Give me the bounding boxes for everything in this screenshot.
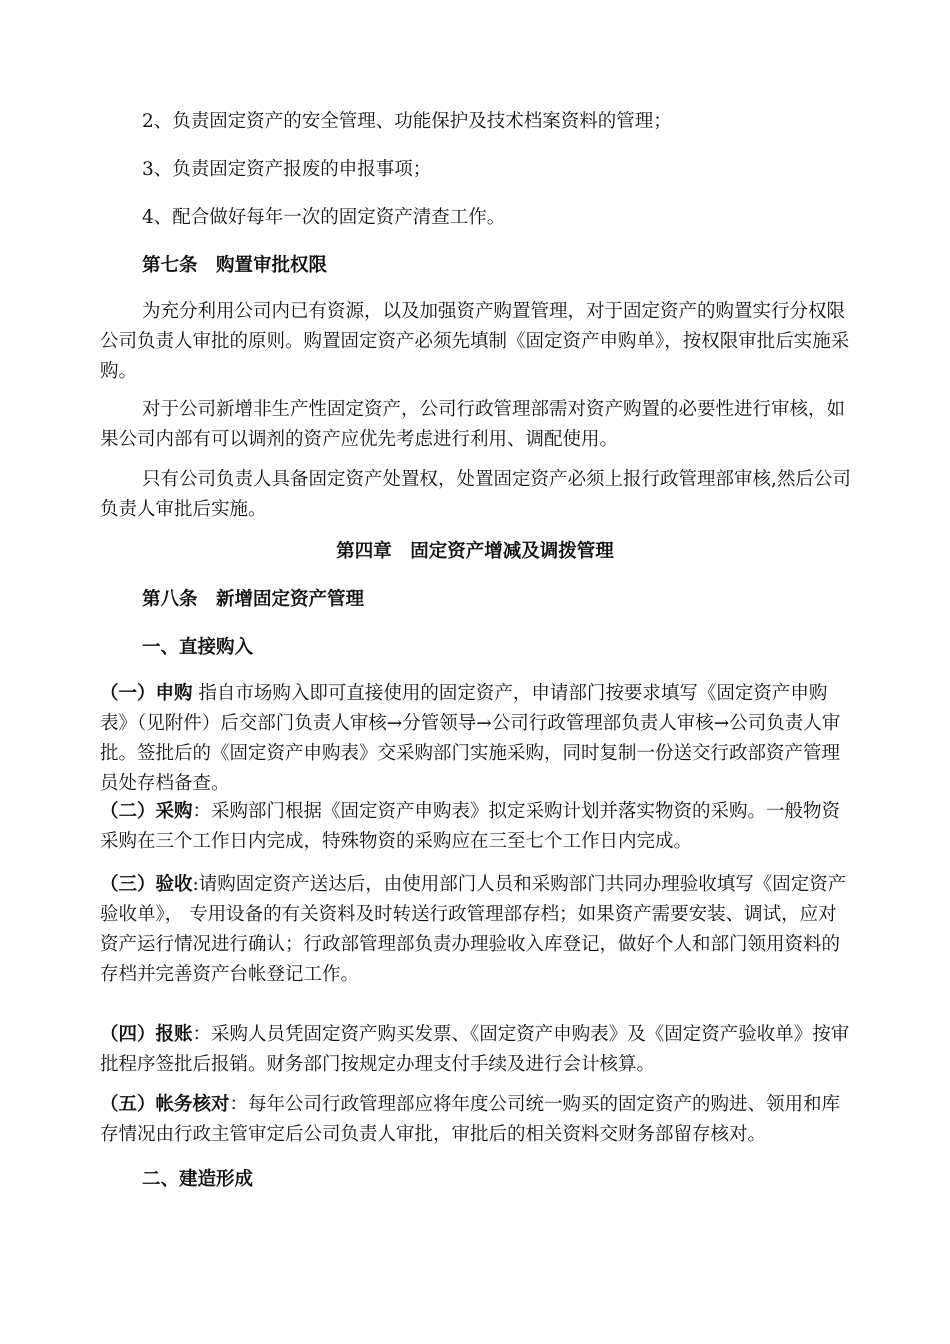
article-7-paragraph: 为充分利用公司内已有资源，以及加强资产购置管理，对于固定资产的购置实行分权限公司负责人审批的原则。购置固定资产必须先填制《固定资产申购单》，按权限审批后实施采购。 bbox=[100, 301, 850, 382]
purchase-step-label: （二）采购 bbox=[100, 801, 193, 822]
purchase-step-label: （五）帐务核对 bbox=[100, 1094, 230, 1115]
purchase-step-text: ：采购部门根据《固定资产申购表》拟定采购计划并落实物资的采购。一般物资采购在三个工作日内完成，特殊物资的采购应在三至七个工作日内完成。 bbox=[100, 801, 841, 852]
section-1-heading: 一、直接购入 bbox=[142, 637, 254, 658]
duty-item-3: 3、负责固定资产报废的申报事项； bbox=[142, 159, 432, 180]
article-7-paragraph: 只有公司负责人具备固定资产处置权，处置固定资产必须上报行政管理部审核,然后公司负责人审批后实施。 bbox=[100, 469, 851, 520]
duty-item-4: 4、配合做好每年一次的固定资产清查工作。 bbox=[142, 207, 506, 228]
purchase-step-item bbox=[100, 1090, 855, 1150]
purchase-step-item bbox=[100, 679, 855, 799]
purchase-step-text: ：每年公司行政管理部应将年度公司统一购买的固定资产的购进、领用和库存情况由行政主管审定后公司负责人审批，审批后的相关资料交财务部留存核对。 bbox=[100, 1094, 841, 1145]
purchase-step-text: ：采购人员凭固定资产购买发票、《固定资产申购表》及《固定资产验收单》按审批程序签批后报销。财务部门按规定办理支付手续及进行会计核算。 bbox=[100, 1024, 850, 1075]
article-7-heading: 第七条 购置审批权限 bbox=[142, 255, 328, 276]
purchase-step-item bbox=[100, 870, 855, 990]
purchase-step-label: （一）申购 bbox=[100, 683, 193, 704]
purchase-step-label: （四）报账 bbox=[100, 1024, 193, 1045]
purchase-step-text: :请购固定资产送达后，由使用部门人员和采购部门共同办理验收填写《固定资产验收单》， 专用设备的有关资料及时转送行政管理部存档；如果资产需要安装、调试，应对资产运行情况进行确认；行政部管理部负责办理验收入库登记，做好个人和部门领用资料的存档并完善资产台帐登记工作。 bbox=[100, 874, 847, 985]
purchase-step-label: （三）验收 bbox=[100, 874, 193, 895]
section-2-heading: 二、建造形成 bbox=[142, 1169, 254, 1190]
chapter-4-heading: 第四章 固定资产增减及调拨管理 bbox=[336, 541, 614, 562]
purchase-step-item bbox=[100, 1020, 855, 1080]
purchase-step-item bbox=[100, 797, 855, 857]
article-7-paragraph: 对于公司新增非生产性固定资产，公司行政管理部需对资产购置的必要性进行审核，如果公司内部有可以调剂的资产应优先考虑进行利用、调配使用。 bbox=[100, 399, 846, 450]
purchase-step-text: 指自市场购入即可直接使用的固定资产，申请部门按要求填写《固定资产申购表》（见附件）后交部门负责人审核→分管领导→公司行政管理部负责人审核→公司负责人审批。签批后的《固定资产申购表》交采购部门实施采购，同时复制一份送交行政部资产管理员处存档备查。 bbox=[100, 683, 841, 794]
duty-item-2: 2、负责固定资产的安全管理、功能保护及技术档案资料的管理； bbox=[142, 111, 672, 132]
article-8-heading: 第八条 新增固定资产管理 bbox=[142, 589, 365, 610]
